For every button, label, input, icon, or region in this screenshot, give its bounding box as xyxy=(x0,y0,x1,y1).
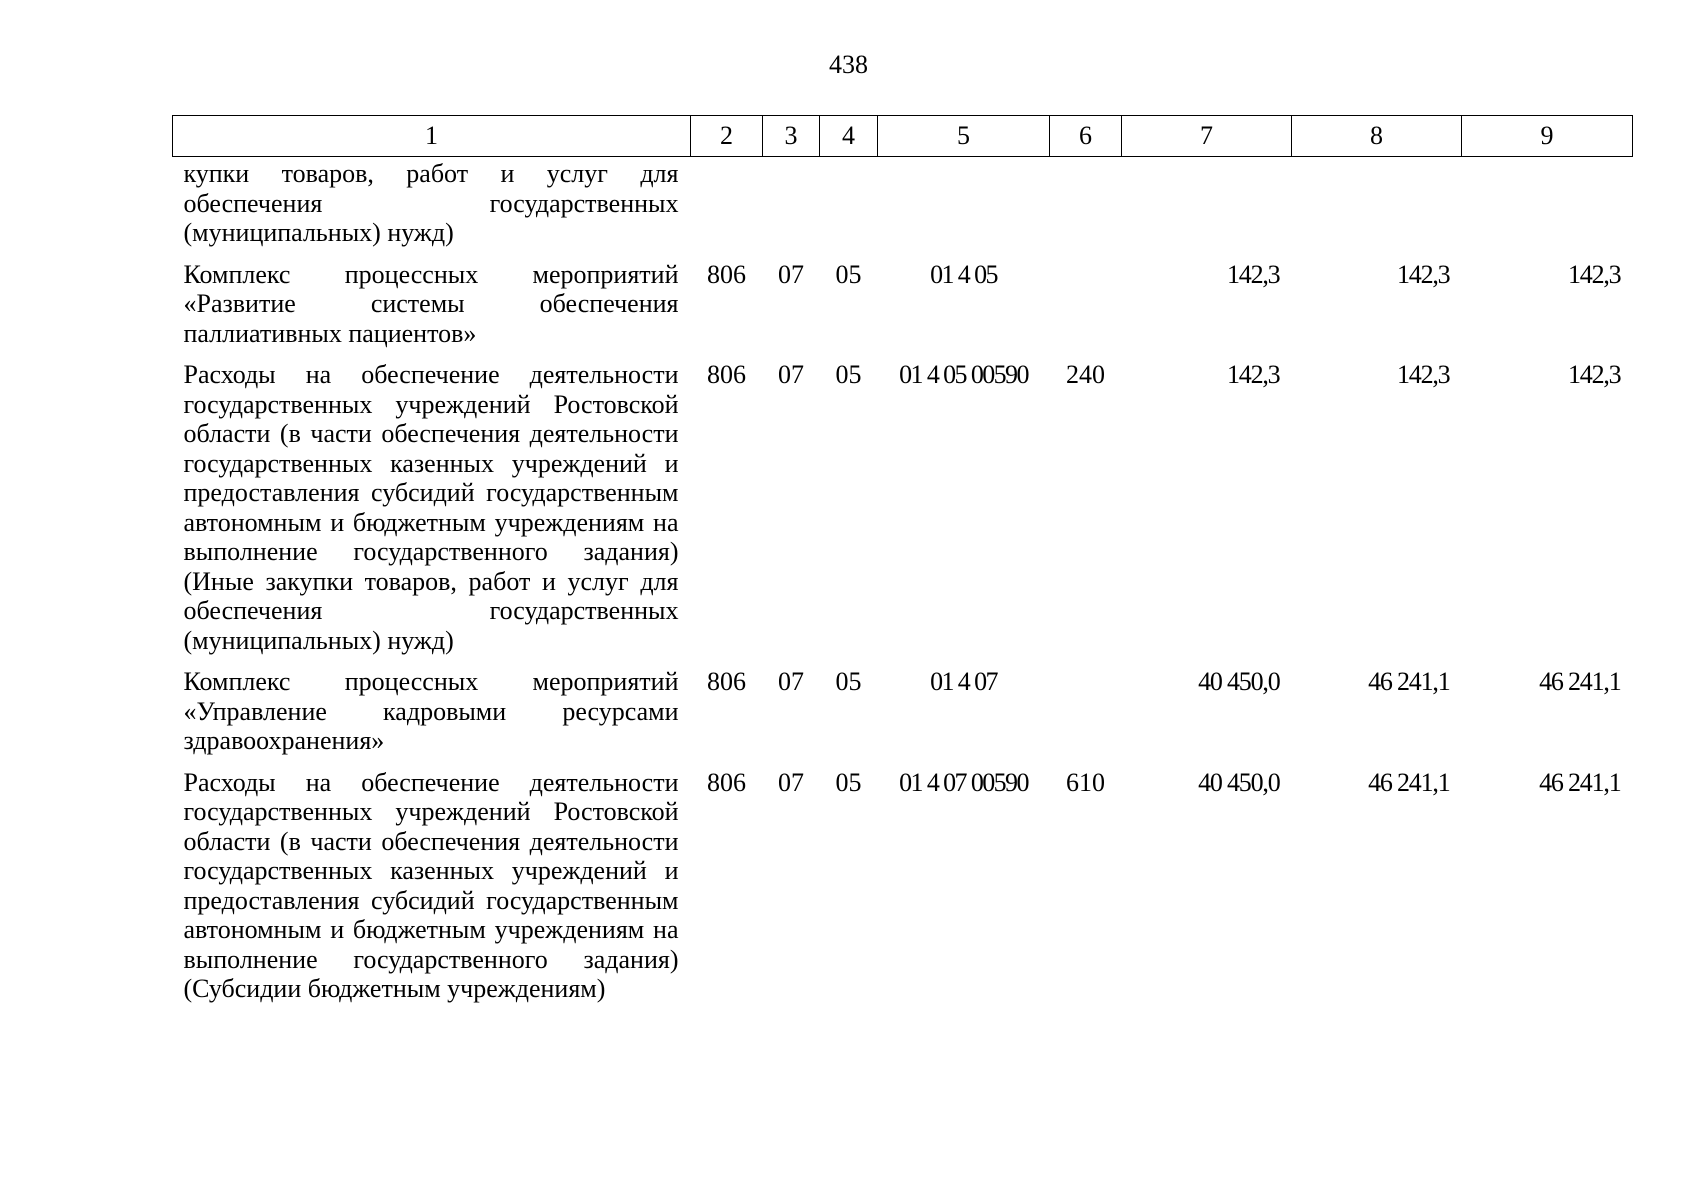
table-header xyxy=(173,116,1633,157)
cell-admin-code xyxy=(691,157,763,258)
cell-expense-type: 240 xyxy=(1066,360,1105,389)
cell-amount-7: 142,3 xyxy=(1226,259,1280,289)
cell-admin-code: 806 xyxy=(707,360,746,389)
column-header-4: 4 xyxy=(820,116,878,157)
budget-table xyxy=(172,115,1633,1014)
column-header-7: 7 xyxy=(1122,116,1292,157)
table-body xyxy=(173,157,1633,1014)
column-header-8: 8 xyxy=(1292,116,1462,157)
cell-section: 07 xyxy=(778,667,804,696)
budget-table-container xyxy=(172,115,1632,1014)
column-header-5: 5 xyxy=(878,116,1050,157)
cell-subsection: 05 xyxy=(835,360,862,389)
cell-admin-code: 806 xyxy=(707,667,746,696)
cell-amount-7 xyxy=(1122,157,1292,258)
cell-amount-8 xyxy=(1292,157,1462,258)
column-header-2: 2 xyxy=(691,116,763,157)
cell-subsection: 05 xyxy=(835,667,862,696)
column-header-1: 1 xyxy=(173,116,691,157)
cell-amount-8: 46 241,1 xyxy=(1368,767,1450,797)
cell-section: 07 xyxy=(778,360,804,389)
cell-subsection: 05 xyxy=(835,767,862,797)
cell-expense-type xyxy=(1050,665,1122,766)
cell-target-article: 01 4 05 xyxy=(930,259,997,289)
cell-section: 07 xyxy=(778,259,804,289)
cell-expense-type: 610 xyxy=(1066,767,1105,797)
cell-expense-type xyxy=(1050,258,1122,359)
cell-target-article: 01 4 07 xyxy=(930,667,997,696)
cell-amount-8: 46 241,1 xyxy=(1368,667,1450,696)
column-header-3: 3 xyxy=(763,116,820,157)
cell-target-article: 01 4 05 00590 xyxy=(899,360,1028,389)
table-row xyxy=(173,665,1633,766)
table-row xyxy=(173,358,1633,665)
cell-section: 07 xyxy=(778,767,804,797)
cell-amount-8: 142,3 xyxy=(1396,360,1450,389)
cell-target-article: 01 4 07 00590 xyxy=(899,767,1028,797)
row-description: Комплекс процессных мероприятий «Управление кадровыми ресурсами здравоохранения» xyxy=(183,667,679,755)
header-row xyxy=(173,116,1633,157)
page-number: 438 xyxy=(829,50,868,79)
table-row xyxy=(173,258,1633,359)
cell-amount-9: 46 241,1 xyxy=(1539,767,1621,797)
row-description: Расходы на обеспечение деятельности государственных учреждений Ростовской области (в части обеспечения деятельности государственных казенных учреждений и предоставления субсидий государственным автономным и бюджетным учреждениям на выполнение государственного задания) (Иные закупки товаров, работ и услуг для обеспечения государственных (муниципальных) нужд) xyxy=(183,360,679,655)
row-description: Комплекс процессных мероприятий «Развитие системы обеспечения паллиативных пациентов» xyxy=(183,259,679,348)
cell-admin-code: 806 xyxy=(707,767,746,797)
cell-amount-8: 142,3 xyxy=(1396,259,1450,289)
cell-subsection: 05 xyxy=(835,259,862,289)
table-row xyxy=(173,157,1633,258)
row-description: Расходы на обеспечение деятельности государственных учреждений Ростовской области (в части обеспечения деятельности государственных казенных учреждений и предоставления субсидий государственным автономным и бюджетным учреждениям на выполнение государственного задания) (Субсидии бюджетным учреждениям) xyxy=(183,767,679,1003)
cell-target-article xyxy=(878,157,1050,258)
cell-amount-9 xyxy=(1462,157,1633,258)
cell-admin-code: 806 xyxy=(707,259,746,289)
column-header-9: 9 xyxy=(1462,116,1633,157)
row-description: купки товаров, работ и услуг для обеспечения государственных (муниципальных) нужд) xyxy=(183,159,679,247)
table-row xyxy=(173,766,1633,1014)
cell-amount-7: 40 450,0 xyxy=(1198,667,1280,696)
cell-expense-type xyxy=(1050,157,1122,258)
cell-amount-9: 142,3 xyxy=(1567,259,1621,289)
cell-section xyxy=(763,157,820,258)
cell-amount-7: 142,3 xyxy=(1226,360,1280,389)
cell-amount-7: 40 450,0 xyxy=(1198,767,1280,797)
cell-amount-9: 142,3 xyxy=(1567,360,1621,389)
cell-subsection xyxy=(820,157,878,258)
cell-amount-9: 46 241,1 xyxy=(1539,667,1621,696)
column-header-6: 6 xyxy=(1050,116,1122,157)
